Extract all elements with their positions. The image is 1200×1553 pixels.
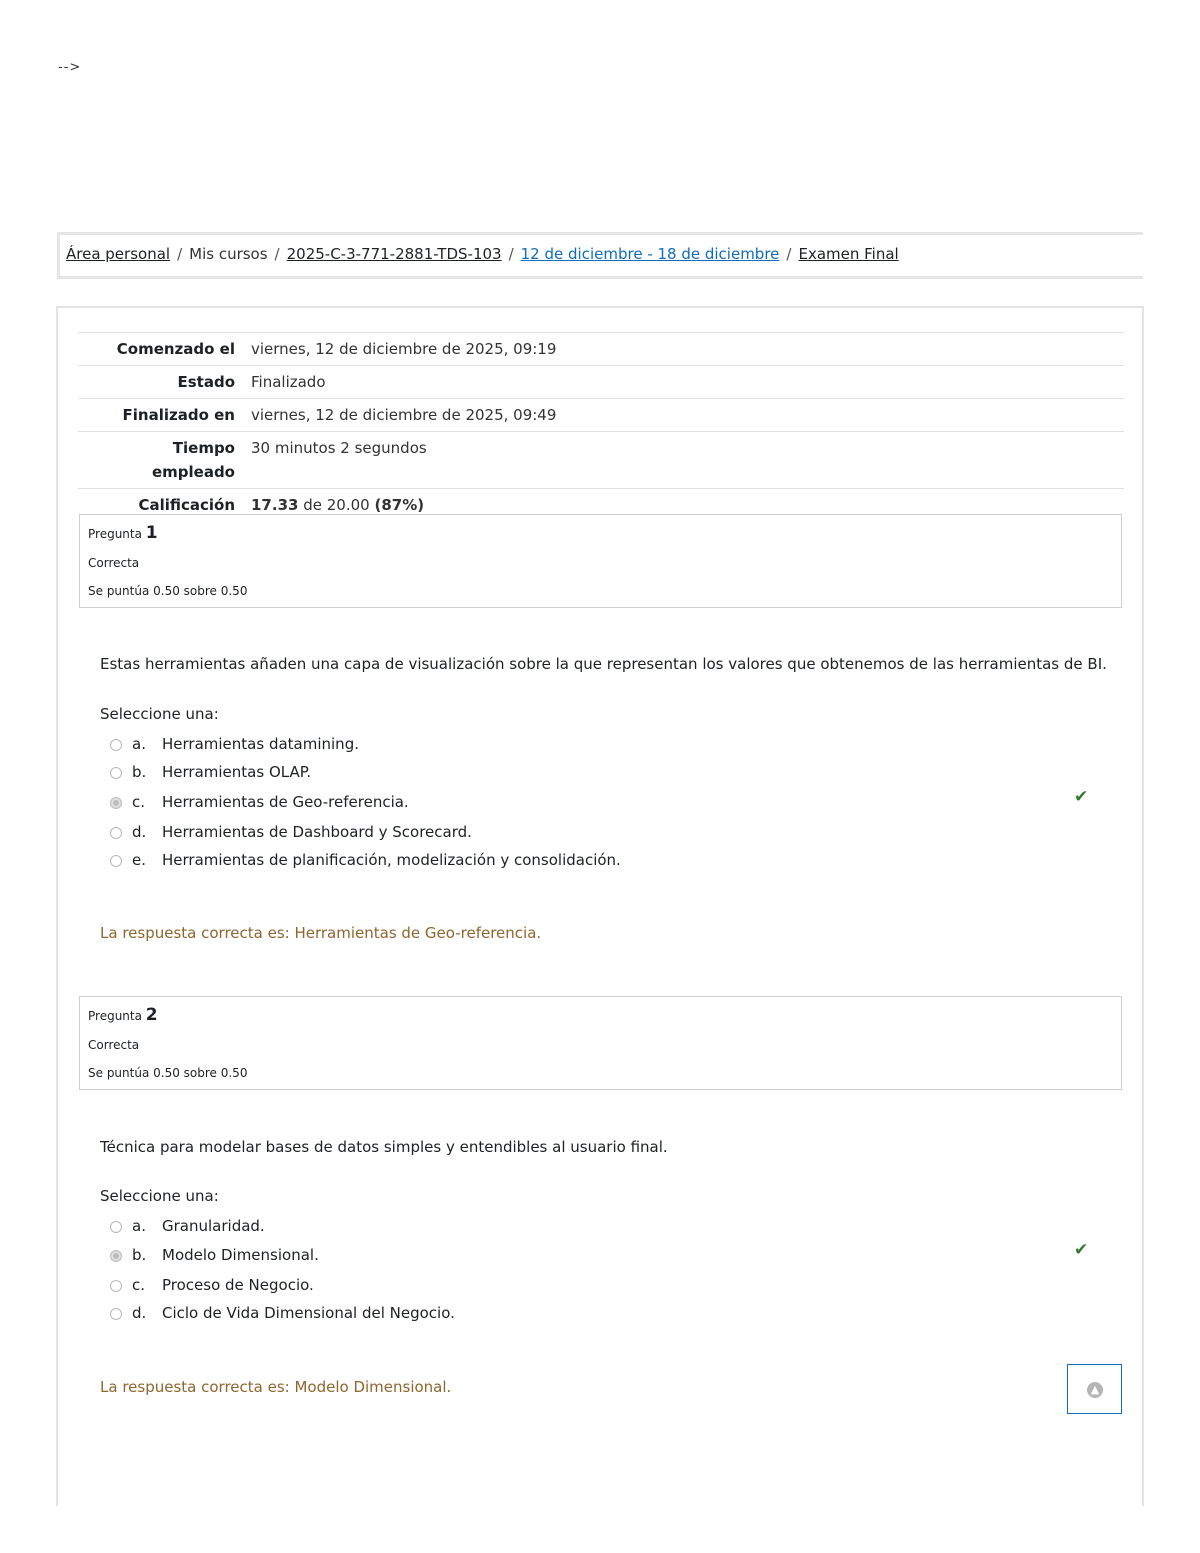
check-icon: ✔ bbox=[1074, 787, 1089, 807]
summary-label: Comenzado el bbox=[116, 340, 235, 358]
breadcrumb-exam-link[interactable]: Examen Final bbox=[798, 245, 899, 263]
answer-option-selected[interactable]: b. Modelo Dimensional. bbox=[110, 1244, 319, 1266]
radio-button[interactable] bbox=[110, 855, 122, 867]
radio-button[interactable] bbox=[110, 739, 122, 751]
question-info-box bbox=[79, 514, 1122, 608]
question-number: Pregunta 1 bbox=[88, 523, 158, 543]
arrow-up-icon: ▲ bbox=[1087, 1382, 1103, 1398]
breadcrumb-my-courses: Mis cursos bbox=[189, 245, 268, 263]
stray-comment-text: --> bbox=[58, 60, 82, 75]
summary-label: Finalizado en bbox=[122, 406, 235, 424]
radio-button[interactable] bbox=[110, 1221, 122, 1233]
breadcrumb-week-link[interactable]: 12 de diciembre - 18 de diciembre bbox=[520, 245, 780, 263]
check-icon: ✔ bbox=[1074, 1240, 1089, 1260]
breadcrumb-home-link[interactable]: Área personal bbox=[66, 245, 171, 263]
radio-button[interactable] bbox=[110, 827, 122, 839]
answer-prompt: Seleccione una: bbox=[100, 705, 219, 723]
summary-grade-value: 17.33 de 20.00 (87%) bbox=[251, 496, 425, 514]
question-number: Pregunta 2 bbox=[88, 1005, 158, 1025]
correct-answer-feedback: La respuesta correcta es: Modelo Dimensional. bbox=[100, 1378, 452, 1396]
answer-option-selected[interactable]: c. Herramientas de Geo-referencia. bbox=[110, 791, 409, 813]
question-text: Técnica para modelar bases de datos simples y entendibles al usuario final. bbox=[100, 1138, 668, 1156]
radio-button[interactable] bbox=[110, 1280, 122, 1292]
breadcrumb-course-link[interactable]: 2025-C-3-771-2881-TDS-103 bbox=[286, 245, 502, 263]
question-grade: Se puntúa 0.50 sobre 0.50 bbox=[88, 584, 248, 598]
summary-label: Estado bbox=[177, 373, 235, 391]
summary-value: viernes, 12 de diciembre de 2025, 09:49 bbox=[251, 406, 557, 424]
breadcrumb-separator: / bbox=[508, 245, 514, 263]
question-state: Correcta bbox=[88, 1038, 140, 1052]
summary-row-started bbox=[78, 333, 1124, 366]
radio-button[interactable] bbox=[110, 767, 122, 779]
question-state: Correcta bbox=[88, 556, 140, 570]
question-grade: Se puntúa 0.50 sobre 0.50 bbox=[88, 1066, 248, 1080]
answer-option[interactable]: b. Herramientas OLAP. bbox=[110, 761, 311, 783]
summary-label: Calificación bbox=[138, 496, 235, 514]
summary-row-finished bbox=[78, 399, 1124, 432]
answer-option[interactable]: a. Herramientas datamining. bbox=[110, 733, 359, 755]
answer-option[interactable]: c. Proceso de Negocio. bbox=[110, 1274, 314, 1296]
attempt-summary-table bbox=[78, 332, 1124, 521]
correct-answer-feedback: La respuesta correcta es: Herramientas de Geo-referencia. bbox=[100, 924, 542, 942]
summary-row-state bbox=[78, 366, 1124, 399]
question-info-box bbox=[79, 996, 1122, 1090]
summary-value: viernes, 12 de diciembre de 2025, 09:19 bbox=[251, 340, 557, 358]
answer-option[interactable]: a. Granularidad. bbox=[110, 1215, 265, 1237]
breadcrumb bbox=[66, 245, 899, 263]
answer-prompt: Seleccione una: bbox=[100, 1187, 219, 1205]
answer-option[interactable]: e. Herramientas de planificación, modelización y consolidación. bbox=[110, 849, 621, 871]
question-text: Estas herramientas añaden una capa de visualización sobre la que representan los valores que obtenemos de las herramientas de BI. bbox=[100, 655, 1107, 673]
answer-option[interactable]: d. Herramientas de Dashboard y Scorecard. bbox=[110, 821, 472, 843]
summary-value: 30 minutos 2 segundos bbox=[251, 439, 427, 457]
breadcrumb-separator: / bbox=[177, 245, 183, 263]
back-to-top-button[interactable] bbox=[1067, 1364, 1122, 1414]
breadcrumb-separator: / bbox=[274, 245, 280, 263]
summary-value: Finalizado bbox=[251, 373, 326, 391]
summary-row-time bbox=[78, 432, 1124, 489]
breadcrumb-separator: / bbox=[786, 245, 792, 263]
radio-button-checked[interactable] bbox=[110, 797, 122, 809]
summary-label: Tiempo empleado bbox=[151, 439, 235, 481]
answer-option[interactable]: d. Ciclo de Vida Dimensional del Negocio. bbox=[110, 1302, 455, 1324]
radio-button-checked[interactable] bbox=[110, 1250, 122, 1262]
radio-button[interactable] bbox=[110, 1308, 122, 1320]
